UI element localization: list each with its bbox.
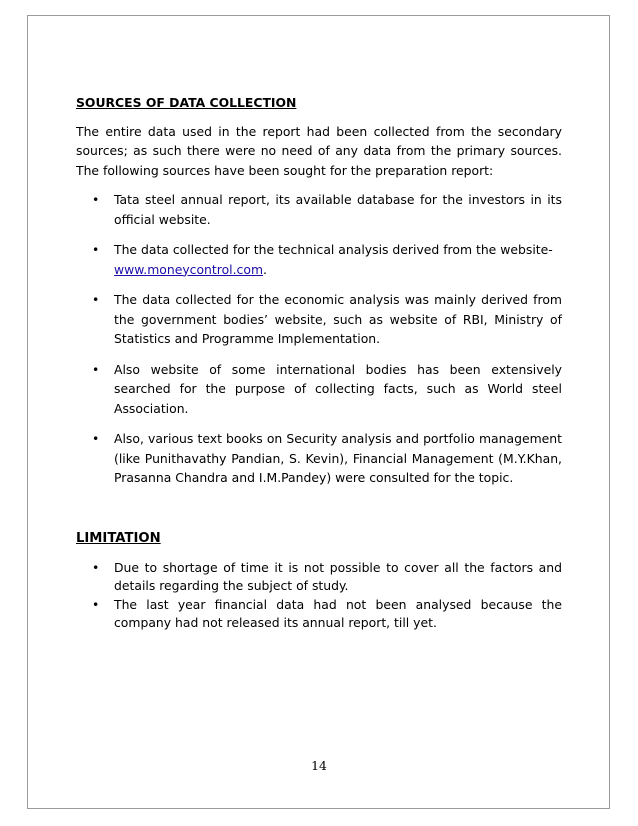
- bullet-icon: •: [92, 292, 100, 307]
- list-item-text: The data collected for the economic analysis was mainly derived from the government bodies’ website, such as website of RBI, Ministry of Statistics and Programme Implementation.: [114, 292, 562, 346]
- list-item-text: Tata steel annual report, its available database for the investors in its official website.: [114, 192, 562, 227]
- limitation-list: [76, 559, 562, 631]
- bullet-icon: •: [92, 361, 100, 377]
- bullet-icon: •: [92, 192, 100, 207]
- list-item-text: The last year financial data had not been analysed because the company had not released its annual report, till yet.: [114, 597, 562, 630]
- bullet-icon: •: [92, 560, 100, 575]
- section-spacer: [76, 488, 562, 529]
- bullet-icon: •: [92, 597, 100, 612]
- list-item: [76, 240, 562, 279]
- list-item: [76, 360, 562, 419]
- list-item-text: The data collected for the technical analysis derived from the website-: [114, 242, 553, 257]
- list-item: [76, 596, 562, 631]
- limitation-heading: LIMITATION: [76, 530, 161, 546]
- link-suffix: .: [263, 261, 267, 277]
- sources-intro: The entire data used in the report had been collected from the secondary sources; as such there were no need of any data from the primary sources. The following sources have been sought for the preparation report:: [76, 123, 562, 178]
- list-item: [76, 190, 562, 229]
- bullet-icon: •: [92, 431, 100, 446]
- list-item: [76, 559, 562, 594]
- list-item-text: Also, various text books on Security analysis and portfolio management (like Punithavathy Pandian, S. Kevin), Financial Management (M.Y.Khan, Prasanna Chandra and I.M.Pandey) were consulted for the topic.: [114, 431, 562, 485]
- document-body: [76, 93, 562, 631]
- list-item: [76, 429, 562, 488]
- sources-heading: SOURCES OF DATA COLLECTION: [76, 95, 297, 110]
- list-item-text: Also website of some international bodies has been extensively searched for the purpose of collecting facts, such as World steel Association.: [114, 361, 562, 416]
- page-number: 14: [311, 758, 327, 773]
- bullet-icon: •: [92, 242, 100, 257]
- list-item: [76, 290, 562, 349]
- moneycontrol-link[interactable]: www.moneycontrol.com: [114, 261, 264, 277]
- list-item-text: Due to shortage of time it is not possible to cover all the factors and details regarding the subject of study.: [114, 560, 562, 593]
- sources-list: [76, 190, 562, 488]
